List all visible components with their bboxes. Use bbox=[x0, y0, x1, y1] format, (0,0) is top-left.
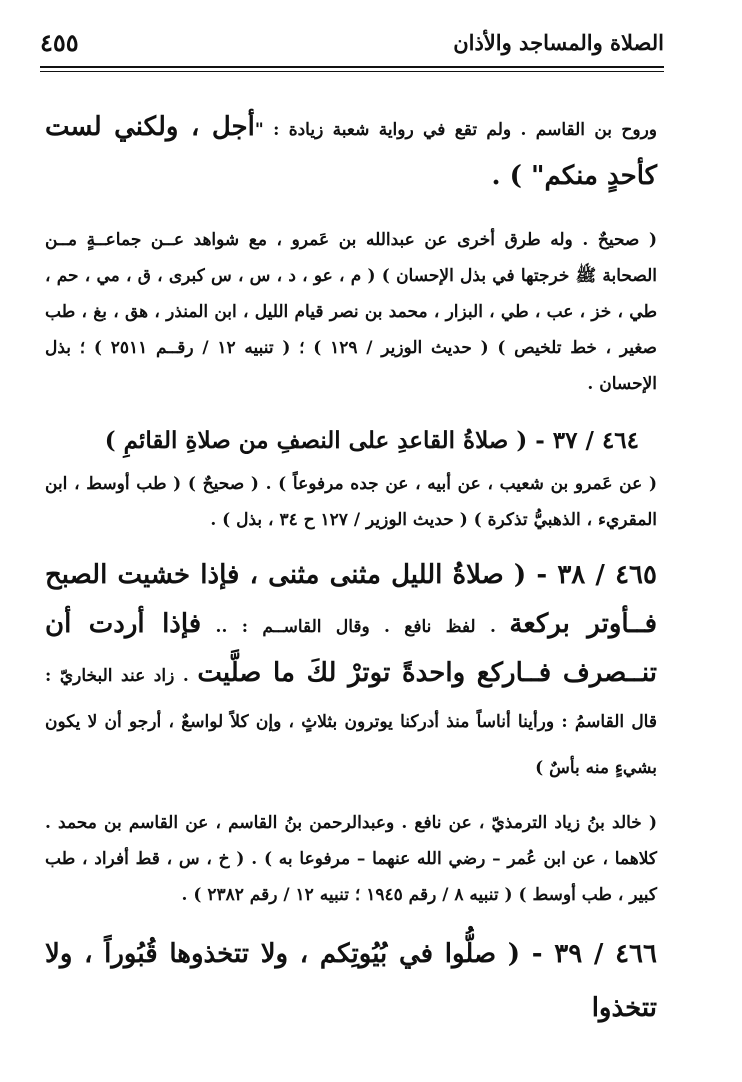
header-rule bbox=[40, 66, 664, 72]
hadith-465-note-2: . زاد عند البخاريّ : قال القاسمُ : ورأينا أناساً منذ أدركنا يوترون بثلاثٍ ، وإن كلاً لواسعٌ ، أرجو أن لا يكون بشيءٍ منه بأسٌ ) bbox=[45, 666, 657, 778]
narration-note: وروح بن القاسم . ولم تقع في رواية شعبة زيادة : " bbox=[254, 120, 657, 140]
hadith-466-heading: ٤٦٦ / ٣٩ - ( صلُّوا في بُيُوتِكم ، ولا تتخذوها قُبُوراً ، ولا تتخذوا bbox=[45, 939, 657, 1023]
hadith-465 bbox=[45, 552, 657, 791]
hadith-465-text-1: ٤٦٥ / ٣٨ - ( صلاةُ الليل مثنى مثنى ، فإذا خشيت الصبح فــأوتر بركعة bbox=[45, 560, 657, 639]
takhrij-463: ( صحيحٌ . وله طرق أخرى عن عبدالله بن عَمرو ، مع شواهد عــن جماعــةٍ مــن الصحابة ﷺ خرجتها في بذل الإحسان ) ( م ، عو ، د ، س ، س كبرى ، ق ، مي ، حم ، طي ، خز ، عب ، طي ، البزار ، محمد بن نصر قيام الليل ، ابن المنذر ، هق ، بغ ، طب صغير ، خط تلخيص ) ( حديث الوزير / ١٢٩ ) ؛ ( تنبيه ١٢ / رقــم ٢٥١١ ) ؛ بذل الإحسان . bbox=[45, 230, 657, 394]
takhrij-465: ( خالد بنُ زياد الترمذيّ ، عن نافع . وعبدالرحمن بنُ القاسم ، عن القاسم بن محمد . كلاهما ، عن ابن عُمر – رضي الله عنهما – مرفوعا به ) . ( خ ، س ، قط أفراد ، طب كبير ، طب أوسط ) ( تنبيه ٨ / رقم ١٩٤٥ ؛ تنبيه ١٢ / رقم ٢٣٨٢ ) . bbox=[45, 813, 657, 905]
page-number: ٤٥٥ bbox=[40, 27, 79, 57]
hadith-465-text-2: فإذا أردت أن تنــصرف فــاركع واحدةً توترْ لكَ ما صلَّيت bbox=[45, 609, 657, 688]
running-title: الصلاة والمساجد والأذان bbox=[453, 29, 664, 55]
hadith-464-heading: ٤٦٤ / ٣٧ - ( صلاةُ القاعدِ على النصفِ من صلاةِ القائمِ ) bbox=[104, 427, 639, 454]
hadith-465-note-1: . لفظ نافع . وقال القاســم : .. bbox=[201, 617, 496, 637]
takhrij-464: ( عن عَمرو بن شعيب ، عن أبيه ، عن جده مرفوعاً ) . ( صحيحٌ ) ( طب أوسط ، ابن المقريء ، الذهبيُّ تذكرة ) ( حديث الوزير / ١٢٧ ح ٣٤ ، بذل ) . bbox=[45, 474, 657, 530]
page-header bbox=[40, 20, 664, 64]
page-body bbox=[45, 104, 657, 1035]
hadith-463-continuation bbox=[45, 104, 657, 202]
hadith-text-ending: أجل ، ولكني لست كأحدٍ منكم" ) . bbox=[45, 112, 657, 191]
